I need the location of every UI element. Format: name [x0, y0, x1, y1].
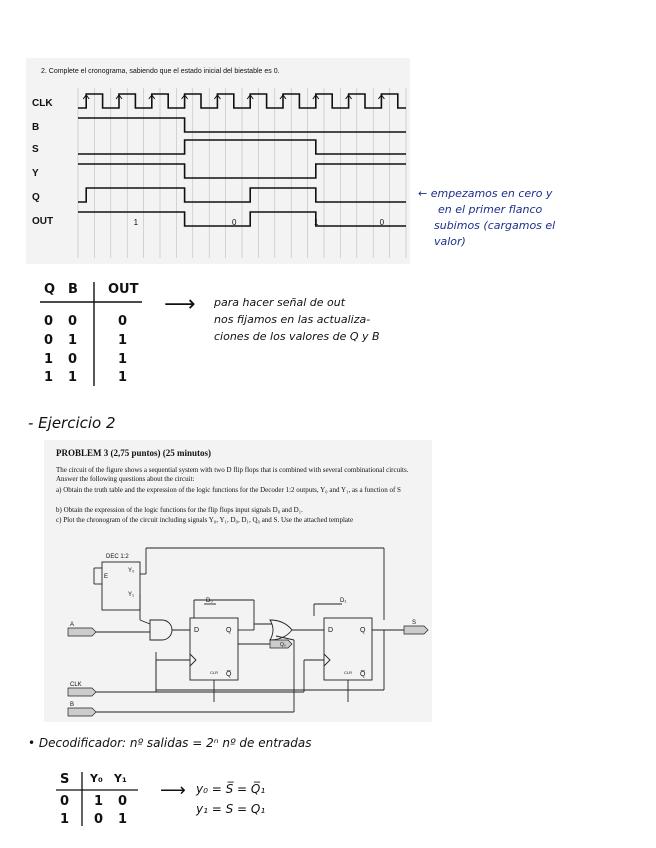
- ff1-clr: CLR: [344, 670, 353, 675]
- signal-label: CLK: [32, 98, 53, 109]
- truth-table-decoder: [54, 770, 144, 830]
- note-line: nos fijamos en las actualiza-: [214, 313, 371, 326]
- problem3-item-c: c) Plot the chronogram of the circuit including signals Y₀, Y₁, D₀, D₁, Q₀ and S. Use the attached template: [56, 516, 354, 524]
- out-value: 0: [379, 218, 385, 227]
- cell: 0: [68, 352, 78, 367]
- out-note: [214, 294, 454, 345]
- d0-label: D₀: [206, 598, 213, 604]
- note-line: en el primer flanco: [438, 203, 543, 216]
- d1-label: D₁: [340, 598, 347, 604]
- chronogram-scan: [26, 58, 410, 264]
- circuit-diagram: [44, 440, 432, 722]
- cell: 1: [44, 352, 54, 367]
- exercise-label: - Ejercicio 2: [28, 414, 116, 432]
- chronogram-note: [418, 186, 648, 250]
- cell: 0: [118, 314, 128, 329]
- note-line: ← empezamos en cero y: [418, 187, 553, 200]
- problem3-scan: [44, 440, 432, 722]
- b-label: B: [70, 702, 75, 708]
- problem3-item-b: b) Obtain the expression of the logic functions for the flip flops input signals D₀ and D₁.: [56, 506, 303, 514]
- cell: 1: [118, 352, 128, 367]
- out-note-arrow: ⟶: [164, 292, 196, 317]
- cell: 0: [44, 333, 54, 348]
- th-q: Q: [44, 282, 56, 297]
- cell: 0: [60, 794, 70, 809]
- ff1-d: D: [328, 627, 334, 634]
- table-lines: [38, 280, 148, 388]
- problem3-item-a: a) Obtain the truth table and the expression of the logic functions for the Decoder 1:2 outputs, Y₀ and Y₁, as a function of S: [56, 486, 401, 494]
- y0-label: Y₀: [128, 568, 135, 574]
- q0-label: Q₀: [280, 642, 286, 648]
- th-b: B: [68, 282, 78, 297]
- ff0-q: Q: [226, 627, 232, 634]
- cell: 1: [118, 812, 128, 827]
- out-value: 1: [133, 218, 139, 227]
- note-line: ciones de los valores de Q y B: [214, 330, 380, 343]
- cell: 1: [44, 370, 54, 385]
- cell: 0: [68, 314, 78, 329]
- chronogram: [26, 58, 410, 264]
- ff0-clr: CLR: [210, 670, 219, 675]
- ff0-d: D: [194, 627, 200, 634]
- cell: 0: [118, 794, 128, 809]
- th-s: S: [60, 772, 70, 787]
- out-value: 1: [314, 218, 319, 227]
- decoder-note: • Decodificador: nº salidas = 2ⁿ nº de entradas: [28, 736, 312, 750]
- equation-y1: y₁ = S = Q₁: [196, 802, 266, 816]
- cell: 0: [94, 812, 104, 827]
- th-out: OUT: [108, 282, 139, 297]
- th-y1: Y₁: [114, 772, 127, 785]
- cell: 1: [118, 333, 128, 348]
- ff1-qbar: Q̅: [360, 671, 366, 678]
- dec-label: DEC 1:2: [106, 554, 129, 560]
- cell: 1: [68, 333, 78, 348]
- cell: 1: [60, 812, 70, 827]
- signal-label: B: [32, 122, 40, 133]
- question-heading: 2. Complete el cronograma, sabiendo que el estado inicial del biestable es 0.: [41, 68, 280, 75]
- s-label: S: [412, 620, 417, 626]
- out-value: 0: [232, 218, 237, 227]
- note-line: para hacer señal de out: [214, 296, 346, 309]
- problem3-intro: The circuit of the figure shows a sequential system with two D flip flops that is combined with several combinational circuits. Answer the following questions about the circuit:: [56, 466, 409, 483]
- signal-label: S: [32, 144, 39, 155]
- th-y0: Y₀: [90, 772, 103, 785]
- cell: 0: [44, 314, 54, 329]
- cell: 1: [94, 794, 104, 809]
- cell: 1: [68, 370, 78, 385]
- problem3-title: PROBLEM 3 (2,75 puntos) (25 minutos): [56, 448, 212, 458]
- equation-y0: y₀ = S̅ = Q̅₁: [196, 782, 266, 796]
- equations-arrow: ⟶: [160, 780, 186, 801]
- a-label: A: [70, 622, 75, 628]
- signal-label: Y: [32, 168, 39, 179]
- signal-label: Q: [32, 192, 40, 203]
- clk-label: CLK: [70, 682, 82, 688]
- note-line: subimos (cargamos el: [434, 219, 556, 232]
- note-line: valor): [434, 235, 466, 248]
- cell: 1: [118, 370, 128, 385]
- truth-table-out: [38, 280, 148, 388]
- ff1-q: Q: [360, 627, 366, 634]
- e-label: E: [104, 574, 109, 580]
- signal-label: OUT: [32, 216, 54, 227]
- ff0-qbar: Q̅: [226, 671, 232, 678]
- y1-label: Y₁: [128, 592, 135, 598]
